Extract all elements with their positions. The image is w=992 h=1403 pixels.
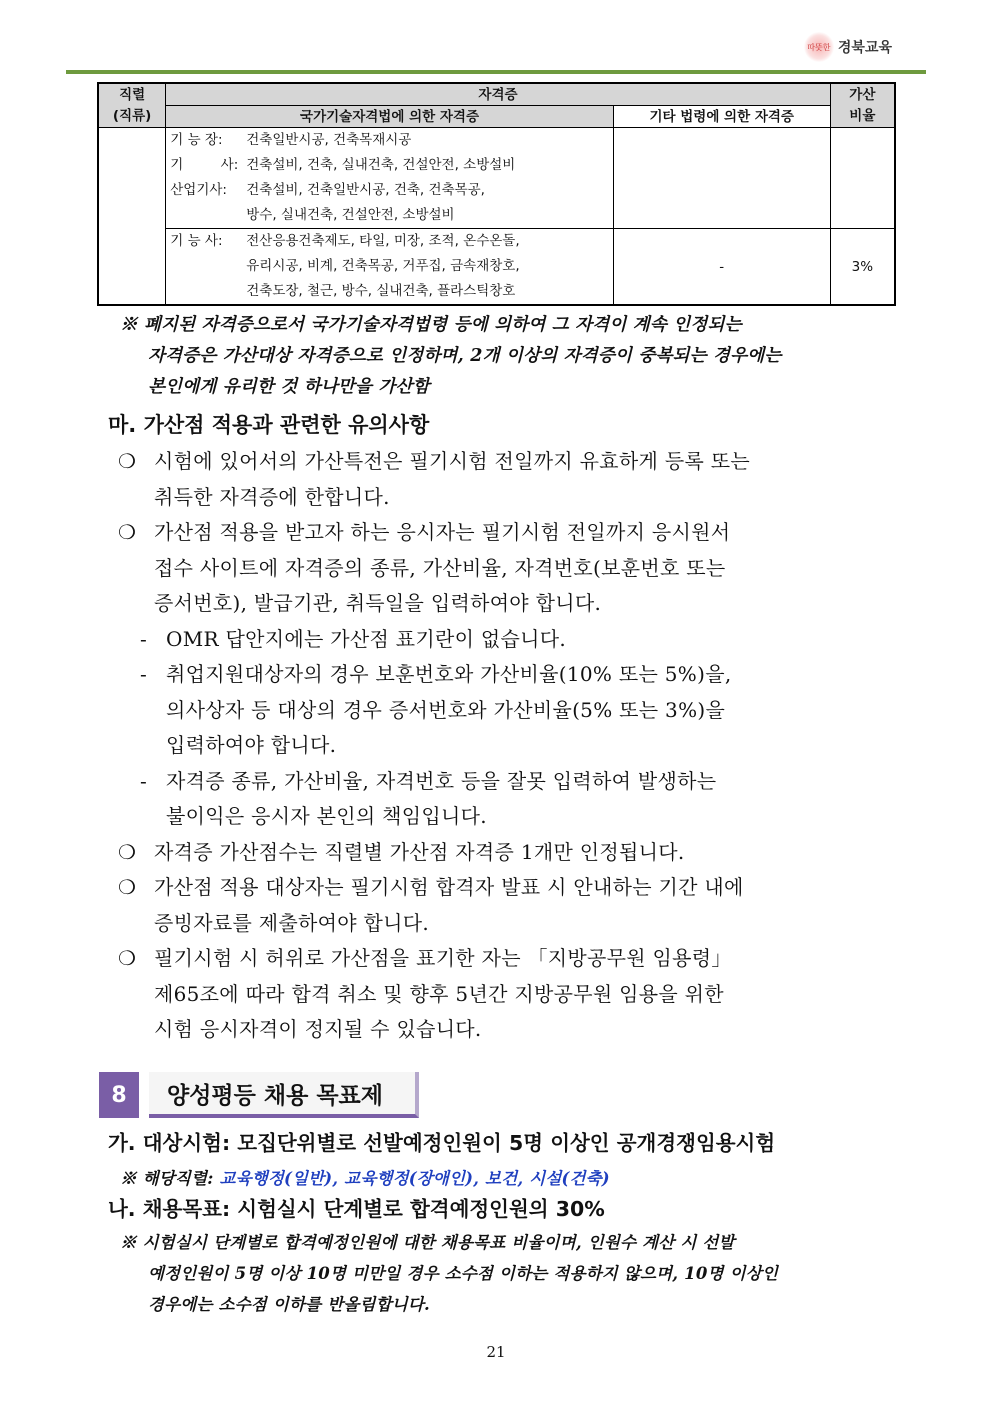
cert-label	[170, 203, 246, 228]
header-job-line1: 직렬	[119, 86, 146, 103]
ratio-cell: 3%	[830, 229, 895, 306]
item-line: 불이익은 응시자 본인의 책임입니다.	[166, 804, 487, 828]
list-item	[118, 515, 908, 622]
section-number: 8	[99, 1072, 139, 1118]
item-line: 가산점 적용을 받고자 하는 응시자는 필기시험 전일까지 응시원서	[154, 520, 731, 544]
note-abolished-certs	[120, 310, 910, 403]
header-other: 기타 법령에 의한 자격증	[613, 106, 830, 128]
cert-line	[170, 178, 609, 203]
dash-bullet: -	[140, 768, 148, 793]
cert-label: 기 사:	[170, 157, 239, 173]
header-rule	[66, 70, 926, 74]
note-text	[120, 1227, 910, 1320]
section-ma-body	[118, 444, 908, 1048]
cert-label: 기 능 장:	[170, 132, 223, 148]
cert-line	[170, 203, 609, 228]
job-cell	[98, 128, 166, 306]
circle-bullet-icon: ❍	[118, 520, 137, 544]
item-line: 입력하여야 합니다.	[166, 733, 337, 757]
item-line: 접수 사이트에 자격증의 종류, 가산비율, 자격번호(보훈번호 또는	[154, 555, 726, 580]
item-line: 자격증 가산점수는 직렬별 가산점 자격증 1개만 인정됩니다.	[154, 839, 685, 864]
list-item	[118, 941, 908, 1048]
logo-seal	[804, 32, 834, 62]
cert-group-2	[166, 229, 614, 306]
item-line: 취득한 자격증에 한합니다.	[154, 484, 390, 509]
item-line: 증서번호), 발급기관, 취득일을 입력하여야 합니다.	[154, 591, 602, 615]
list-item	[140, 764, 908, 835]
header-cert: 자격증	[166, 83, 830, 106]
note-rounding	[120, 1227, 910, 1320]
other-cert-cell: -	[613, 229, 830, 306]
item-line: 필기시험 시 허위로 가산점을 표기한 자는 「지방공무원 임용령」	[154, 946, 732, 970]
table-header-row-2	[98, 106, 895, 128]
cert-line	[170, 153, 609, 178]
section-8-header	[99, 1072, 419, 1118]
note-text	[120, 310, 910, 403]
note-line: 자격증은 가산대상 자격증으로 인정하며, 2개 이상의 자격증이 중복되는 경우에는	[148, 346, 782, 366]
note-target-jobs	[120, 1163, 610, 1194]
dash-bullet: -	[140, 626, 148, 651]
item-line: 증빙자료를 제출하여야 합니다.	[154, 910, 430, 935]
header-ratio-line2: 비율	[849, 107, 876, 124]
list-item	[118, 835, 908, 871]
page-number: 21	[486, 1343, 506, 1361]
cert-label: 기 능 사:	[170, 233, 223, 249]
header-ratio-line1: 가산	[849, 86, 876, 103]
note-line: ※ 시험실시 단계별로 합격예정인원에 대한 채용목표 비율이며, 인원수 계산 시 선발	[120, 1233, 735, 1252]
cert-label	[170, 254, 246, 279]
circle-bullet-icon: ❍	[118, 946, 137, 970]
item-line: 시험 응시자격이 정지될 수 있습니다.	[154, 1017, 482, 1041]
cert-group-1	[166, 128, 614, 229]
note-target-items: 교육행정(일반), 교육행정(장애인), 보건, 시설(건축)	[219, 1169, 610, 1188]
cert-label: 산업기사:	[170, 182, 227, 198]
cert-items: 전산응용건축제도, 타일, 미장, 조적, 온수온돌,	[246, 233, 520, 249]
note-line: 예정인원이 5명 이상 10명 미만일 경우 소수점 이하는 적용하지 않으며, 10명 이상인	[148, 1264, 779, 1283]
cert-items: 건축설비, 건축일반시공, 건축, 건축목공,	[246, 182, 485, 198]
cert-line	[170, 279, 609, 304]
cert-line	[170, 254, 609, 279]
circle-bullet-icon: ❍	[118, 875, 137, 899]
note-prefix: ※ 해당직렬:	[120, 1169, 220, 1188]
cert-items: 건축일반시공, 건축목재시공	[246, 132, 412, 148]
table-row	[98, 229, 895, 306]
cert-line	[170, 229, 609, 254]
item-line: 의사상자 등 대상의 경우 증서번호와 가산비율(5% 또는 3%)을	[166, 697, 726, 722]
item-line: OMR 답안지에는 가산점 표기란이 없습니다.	[166, 626, 567, 651]
dash-bullet: -	[140, 662, 148, 686]
sub-list	[118, 622, 908, 835]
cert-items: 건축설비, 건축, 실내건축, 건설안전, 소방설비	[246, 157, 516, 173]
header-job-line2: (직류)	[112, 107, 152, 124]
heading-na: 나. 채용목표: 시험실시 단계별로 합격예정인원의 30%	[108, 1197, 605, 1221]
table-row	[98, 128, 895, 229]
cert-line	[170, 128, 609, 153]
logo-small-text: 따뜻한	[807, 42, 831, 52]
item-line: 가산점 적용 대상자는 필기시험 합격자 발표 시 안내하는 기간 내에	[154, 875, 744, 899]
logo-text: 경북교육	[837, 40, 892, 56]
header-logo	[804, 32, 892, 62]
header-job	[98, 83, 166, 128]
header-national: 국가기술자격법에 의한 자격증	[166, 106, 614, 128]
heading-ga: 가. 대상시험: 모집단위별로 선발예정인원이 5명 이상인 공개경쟁임용시험	[108, 1131, 776, 1155]
certificate-table	[97, 82, 896, 306]
list-item	[140, 657, 908, 764]
other-cert-cell	[613, 128, 830, 229]
ratio-cell	[830, 128, 895, 229]
heading-ma: 마. 가산점 적용과 관련한 유의사항	[108, 413, 430, 437]
table-header-row-1	[98, 83, 895, 106]
list-item	[118, 870, 908, 941]
note-line: 본인에게 유리한 것 하나만을 가산함	[148, 377, 430, 397]
cert-items: 건축도장, 철근, 방수, 실내건축, 플라스틱창호	[246, 283, 516, 299]
item-line: 자격증 종류, 가산비율, 자격번호 등을 잘못 입력하여 발생하는	[166, 768, 717, 793]
section-title: 양성평등 채용 목표제	[149, 1072, 419, 1118]
cert-items: 방수, 실내건축, 건설안전, 소방설비	[246, 207, 455, 223]
cert-items: 유리시공, 비계, 건축목공, 거푸집, 금속재창호,	[246, 258, 520, 274]
cert-label	[170, 279, 246, 304]
item-line: 시험에 있어서의 가산특전은 필기시험 전일까지 유효하게 등록 또는	[154, 449, 750, 473]
list-item	[118, 444, 908, 515]
note-line: 경우에는 소수점 이하를 반올림합니다.	[148, 1295, 431, 1314]
item-line: 취업지원대상자의 경우 보훈번호와 가산비율(10% 또는 5%)을,	[166, 662, 732, 686]
header-ratio	[830, 83, 895, 128]
circle-bullet-icon: ❍	[118, 839, 137, 864]
item-line: 제65조에 따라 합격 취소 및 향후 5년간 지방공무원 임용을 위한	[154, 981, 724, 1006]
note-line: ※ 폐지된 자격증으로서 국가기술자격법령 등에 의하여 그 자격이 계속 인정되는	[120, 315, 742, 335]
circle-bullet-icon: ❍	[118, 449, 137, 473]
list-item	[140, 622, 908, 658]
